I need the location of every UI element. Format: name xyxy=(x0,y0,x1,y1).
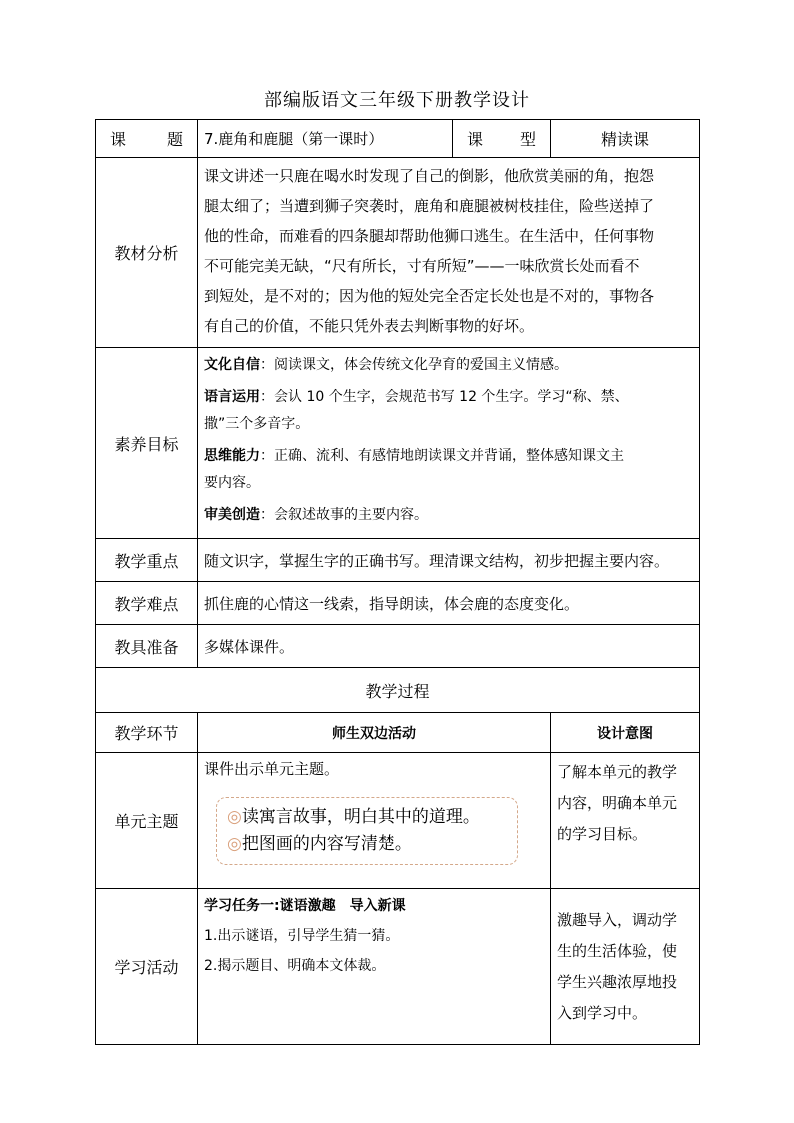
type-label-cell xyxy=(453,120,551,158)
analysis-line: 到短处，是不对的；因为他的短处完全否定长处也是不对的，事物各 xyxy=(204,287,655,305)
activity-row xyxy=(96,889,700,1045)
analysis-line: 有自己的价值，不能只凭外表去判断事物的好坏。 xyxy=(204,317,535,335)
key-points-text: 随文识字，掌握生字的正确书写。理清课文结构，初步把握主要内容。 xyxy=(198,539,700,582)
lesson-title: 7.鹿角和鹿腿（第一课时） xyxy=(204,130,384,148)
analysis-line: 课文讲述一只鹿在喝水时发现了自己的倒影，他欣赏美丽的角，抱怨 xyxy=(204,167,655,185)
materials-row xyxy=(96,625,700,668)
header-row xyxy=(96,120,700,158)
unit-theme-text: 课件出示单元主题。 xyxy=(204,760,340,778)
unit-theme-intent xyxy=(551,753,700,889)
key-points-label: 教学重点 xyxy=(96,539,198,582)
unit-theme-content xyxy=(198,753,551,889)
analysis-line: 不可能完美无缺，“尺有所长，寸有所短”——一味欣赏长处而看不 xyxy=(204,257,640,275)
lesson-title-cell xyxy=(198,120,453,158)
goal-text: 撒”三个多音字。 xyxy=(204,416,310,432)
goal-item xyxy=(204,352,693,379)
intent-line: 的学习目标。 xyxy=(557,825,648,843)
goal-text: 要内容。 xyxy=(204,475,260,491)
lesson-label-char1: 课 xyxy=(110,130,127,149)
unit-theme-bullet-text: 读寓言故事，明白其中的道理。 xyxy=(241,807,480,827)
goal-item xyxy=(204,502,693,529)
goal-heading: 文化自信 xyxy=(204,357,260,373)
difficulties-row xyxy=(96,582,700,625)
unit-theme-bullet xyxy=(227,804,507,831)
type-label-char1: 课 xyxy=(467,130,484,149)
unit-theme-box xyxy=(216,797,518,865)
intent-line: 内容，明确本单元 xyxy=(557,794,678,812)
goals-text xyxy=(198,348,700,539)
activity-step: 2.揭示题目、明确本文体裁。 xyxy=(204,958,386,974)
goal-item xyxy=(204,443,693,497)
analysis-line: 腿太细了；当遭到狮子突袭时，鹿角和鹿腿被树枝挂住，险些送掉了 xyxy=(204,197,655,215)
materials-label: 教具准备 xyxy=(96,625,198,668)
unit-theme-label: 单元主题 xyxy=(96,753,198,889)
goal-text: ：会认 10 个生字，会规范书写 12 个生字。学习“称、禁、 xyxy=(260,389,629,405)
type-label-char2: 型 xyxy=(519,130,536,149)
goal-text: ：正确、流利、有感情地朗读课文并背诵，整体感知课文主 xyxy=(260,448,624,464)
unit-theme-row xyxy=(96,753,700,889)
goal-heading: 语言运用 xyxy=(204,389,260,405)
process-heading-row xyxy=(96,668,700,713)
column-intent: 设计意图 xyxy=(551,713,700,753)
lesson-plan-table xyxy=(95,119,700,1045)
lesson-type-cell xyxy=(551,120,700,158)
lesson-label-cell xyxy=(96,120,198,158)
document-title: 部编版语文三年级下册教学设计 xyxy=(264,90,530,111)
column-activities: 师生双边活动 xyxy=(198,713,551,753)
goal-text: ：阅读课文，体会传统文化孕育的爱国主义情感。 xyxy=(260,357,568,373)
intent-line: 生的生活体验，使 xyxy=(557,941,678,960)
lesson-type: 精读课 xyxy=(600,130,649,149)
materials-text: 多媒体课件。 xyxy=(198,625,700,668)
unit-theme-bullet-text: 把图画的内容写清楚。 xyxy=(241,834,412,854)
ring-bullet-icon: ◎ xyxy=(227,834,242,854)
column-stage: 教学环节 xyxy=(96,713,198,753)
difficulties-label: 教学难点 xyxy=(96,582,198,625)
goals-label: 素养目标 xyxy=(96,348,198,539)
lesson-label-char2: 题 xyxy=(166,130,183,149)
intent-line: 激趣导入，调动学 xyxy=(557,910,678,929)
intent-line: 入到学习中。 xyxy=(557,1003,648,1022)
ring-bullet-icon: ◎ xyxy=(227,807,242,827)
analysis-row xyxy=(96,158,700,348)
process-columns-row xyxy=(96,713,700,753)
process-heading: 教学过程 xyxy=(96,668,700,713)
intent-line: 学生兴趣浓厚地投 xyxy=(557,972,678,991)
goal-item xyxy=(204,384,693,438)
activity-intent xyxy=(551,889,700,1045)
analysis-line: 他的性命，而难看的四条腿却帮助他狮口逃生。在生活中，任何事物 xyxy=(204,227,655,245)
intent-line: 了解本单元的教学 xyxy=(557,763,678,781)
goal-heading: 审美创造 xyxy=(204,507,260,523)
analysis-text xyxy=(198,158,700,348)
key-points-row xyxy=(96,539,700,582)
goal-heading: 思维能力 xyxy=(204,448,260,464)
goal-text: ：会叙述故事的主要内容。 xyxy=(260,507,428,523)
analysis-label: 教材分析 xyxy=(96,158,198,348)
goals-row xyxy=(96,348,700,539)
activity-label: 学习活动 xyxy=(96,889,198,1045)
difficulties-text: 抓住鹿的心情这一线索，指导朗读，体会鹿的态度变化。 xyxy=(198,582,700,625)
activity-task-title: 学习任务一:谜语激趣 导入新课 xyxy=(204,898,406,914)
unit-theme-bullet xyxy=(227,831,507,858)
activity-content xyxy=(198,889,551,1045)
activity-step: 1.出示谜语，引导学生猜一猜。 xyxy=(204,928,400,944)
